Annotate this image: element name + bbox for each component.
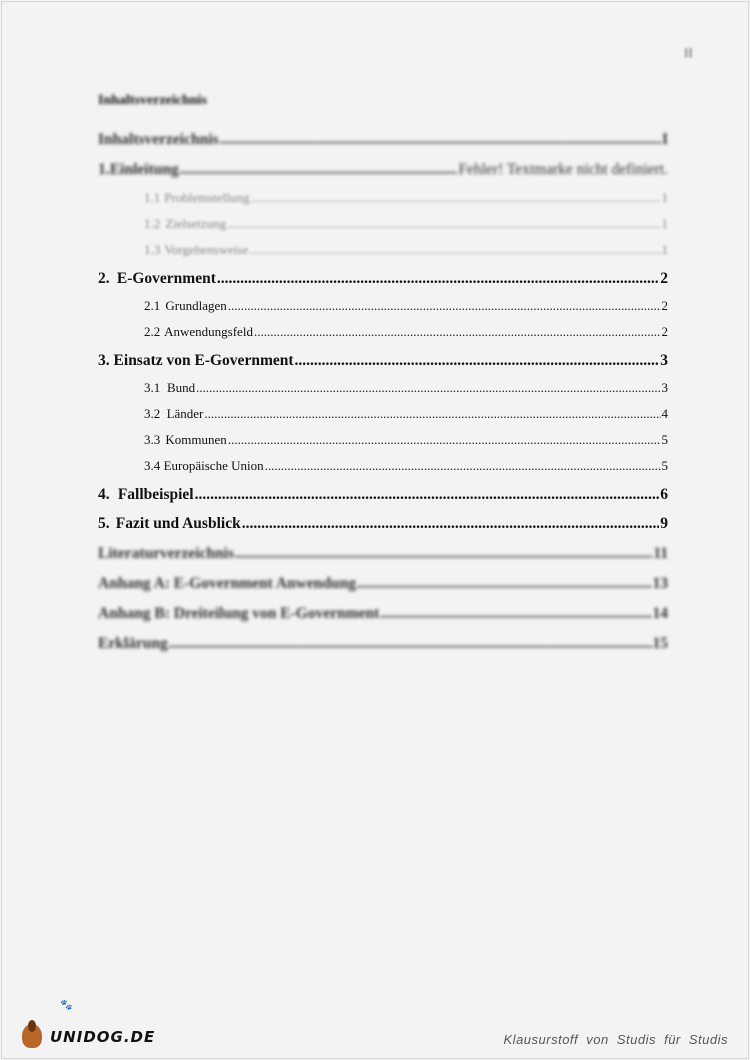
dog-mascot-icon [20,1016,46,1048]
toc-label: Einsatz von E-Government [113,352,294,369]
unidog-logo[interactable] [20,1016,155,1048]
toc-page: 11 [653,545,668,562]
toc-entry[interactable] [98,351,668,373]
toc-number: 2.1 [144,298,161,313]
toc-page: Fehler! Textmarke nicht definiert. [458,161,668,178]
dot-leader [196,379,660,396]
dot-leader [249,241,660,258]
dot-leader [380,604,651,624]
toc-page: 1 [661,190,668,205]
toc-page: 2 [661,298,668,313]
dot-leader [251,189,661,206]
toc-label: Vorgehensweise [164,242,249,257]
toc-number: 3.1 [144,380,161,395]
toc-entry[interactable] [98,130,668,152]
toc-entry[interactable] [144,215,668,237]
toc-label: Einleitung [109,161,179,178]
dot-leader [220,130,661,150]
dot-leader [242,514,660,534]
dot-leader [295,351,660,371]
toc-entry[interactable] [98,544,668,566]
toc-label: Fallbeispiel [117,486,194,503]
toc-page: 6 [660,486,668,503]
toc-number: 2.2 [144,324,161,339]
toc-page: 1 [661,242,668,257]
toc-entry[interactable] [98,604,668,626]
toc-page: I [661,131,668,148]
toc-page: 5 [661,432,668,447]
toc-number: 1. [98,161,110,178]
toc-number: 1.1 [144,190,161,205]
toc-page: 9 [660,515,668,532]
toc-entry[interactable] [144,297,668,319]
toc-page: 3 [661,380,668,395]
toc-entry[interactable] [98,574,668,596]
footer-tagline: Klausurstoff von Studis für Studis [503,1032,728,1047]
toc-label: Anwendungsfeld [164,324,253,339]
toc-page: 13 [652,575,668,592]
toc-label: Grundlagen [165,298,227,313]
dot-leader [235,544,652,564]
toc-label: Fazit und Ausblick [115,515,241,532]
toc-label: Anhang B: Dreiteilung von E-Government [98,605,380,622]
toc-entry[interactable] [144,457,668,479]
toc-entry[interactable] [98,514,668,536]
toc-label: Europäische Union [163,458,264,473]
dot-leader [180,160,458,180]
toc-entry[interactable] [144,379,668,401]
toc-page: 3 [660,352,668,369]
toc-page: 14 [652,605,668,622]
toc-entry[interactable] [144,323,668,345]
dot-leader [204,405,660,422]
dot-leader [195,485,660,505]
toc-number: 1.2 [144,216,161,231]
toc-entry[interactable] [98,269,668,291]
toc-number: 3.2 [144,406,161,421]
toc-label: Erklärung [98,635,168,652]
logo-text: UNIDOG.DE [50,1028,156,1046]
dot-leader [265,457,661,474]
toc-number: 1.3 [144,242,161,257]
dot-leader [227,215,660,232]
toc-entry[interactable] [98,485,668,507]
toc-page: 2 [660,270,668,287]
paw-icon: 🐾 [60,1000,73,1011]
dot-leader [169,634,652,654]
toc-entry[interactable] [144,189,668,211]
toc-label: Literaturverzeichnis [98,545,235,562]
toc-label: Länder [166,406,204,421]
toc-entry[interactable] [144,405,668,427]
toc-number: 3. [98,352,110,369]
toc-label: Problemstellung [164,190,250,205]
dot-leader [217,269,659,289]
toc-page: 1 [661,216,668,231]
toc-label: Inhaltsverzeichnis [98,131,219,148]
toc-number: 3.4 [144,458,161,473]
toc-label: Zielsetzung [165,216,227,231]
toc-page: 2 [661,324,668,339]
dot-leader [254,323,661,340]
toc-page: 5 [661,458,668,473]
toc-number: 4. [98,486,110,503]
dot-leader [228,297,661,314]
toc-entry[interactable] [98,160,668,182]
toc-heading: Inhaltsverzeichnis [98,93,207,108]
toc-number: 2. [98,270,110,287]
dot-leader [228,431,661,448]
toc-entry[interactable] [144,431,668,453]
toc-entry[interactable] [144,241,668,263]
toc-entry[interactable] [98,634,668,656]
toc-number: 5. [98,515,110,532]
toc-page: 15 [652,635,668,652]
page-number: II [684,45,693,60]
toc-label: Anhang A: E-Government Anwendung [98,575,356,592]
toc-label: Bund [166,380,196,395]
toc-page: 4 [661,406,668,421]
toc-label: Kommunen [165,432,227,447]
dot-leader [357,574,652,594]
toc-number: 3.3 [144,432,161,447]
toc-label: E-Government [116,270,216,287]
